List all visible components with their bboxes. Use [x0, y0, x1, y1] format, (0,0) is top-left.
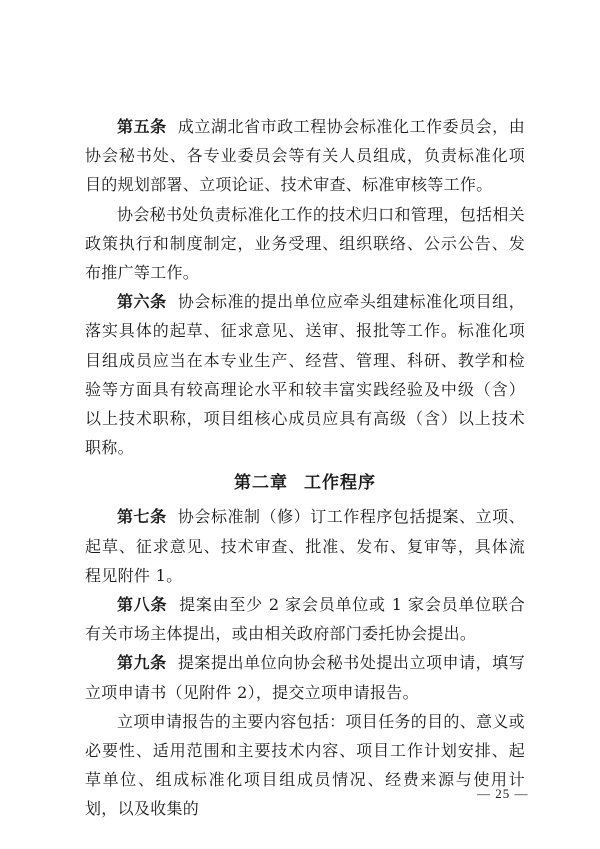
document-body [85, 112, 525, 824]
article-5-paragraph [85, 112, 525, 200]
article-8-paragraph [85, 590, 525, 648]
article-label: 第八条 [117, 595, 168, 615]
page-number: — 25 — [477, 786, 529, 801]
chapter-title: 工作程序 [304, 473, 376, 494]
article-text: 协会标准制（修）订工作程序包括提案、立项、起草、征求意见、技术审查、批准、发布、复审等，具体流程见附件 1。 [85, 507, 525, 585]
secretariat-paragraph [85, 200, 525, 288]
article-9-paragraph [85, 648, 525, 706]
article-6-paragraph [85, 287, 525, 462]
article-label: 第七条 [117, 507, 167, 527]
article-label: 第五条 [117, 117, 167, 136]
article-text: 成立湖北省市政工程协会标准化工作委员会，由协会秘书处、各专业委员会等有关人员组成，负责标准化项目的规划部署、立项论证、技术审查、标准审核等工作。 [85, 117, 525, 195]
paragraph-text: 立项申请报告的主要内容包括：项目任务的目的、意义或必要性、适用范围和主要技术内容、项目工作计划安排、起草单位、组成标准化项目组成员情况、经费来源与使用计划，以及收集的 [85, 711, 525, 819]
article-label: 第九条 [117, 653, 167, 673]
article-text: 协会标准的提出单位应牵头组建标准化项目组，落实具体的起草、征求意见、送审、报批等工作。标准化项目组成员应当在本专业生产、经营、管理、科研、教学和检验等方面具有较高理论水平和较丰富实践经验及中级（含）以上技术职称，项目组核心成员应具有高级（含）以上技术职称。 [85, 292, 525, 458]
application-report-paragraph [85, 707, 525, 824]
article-label: 第六条 [117, 292, 167, 312]
article-text: 提案由至少 2 家会员单位或 1 家会员单位联合有关市场主体提出，或由相关政府部门委托协会提出。 [85, 595, 526, 644]
paragraph-text: 协会秘书处负责标准化工作的技术归口和管理，包括相关政策执行和制度制定，业务受理、组织联络、公示公告、发布推广等工作。 [85, 204, 525, 283]
article-7-paragraph [85, 502, 525, 590]
chapter-heading [85, 468, 525, 498]
article-text: 提案提出单位向协会秘书处提出立项申请，填写立项申请书（见附件 2），提交立项申请报告。 [85, 653, 525, 702]
chapter-number: 第二章 [234, 473, 288, 494]
